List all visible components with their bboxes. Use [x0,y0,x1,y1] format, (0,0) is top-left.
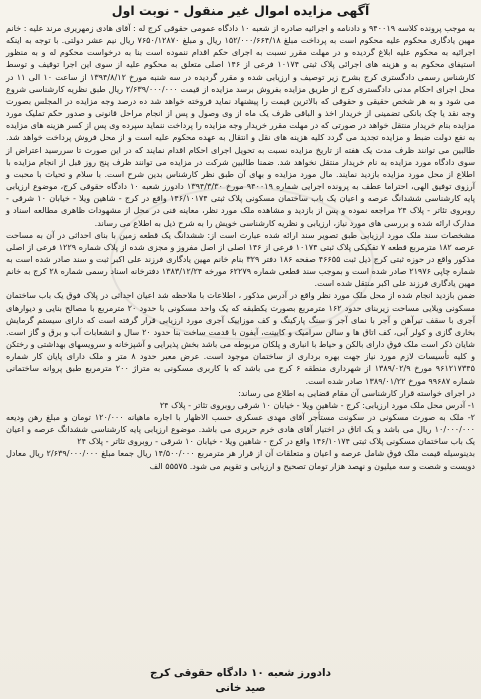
signature-name: صید خانی [215,682,266,694]
paragraph-valuation: بدینوسیله قیمت ملک فوق شامل عرصه و اعیان و متعلقات آن از قرار هر مترمربع ۱۴/۵۰۰/۰۰۰ ریال جمعا مبلغ ۲/۶۳۹/۰۰۰/۰۰۰ ریال معادل دویست و شصت و سه میلیون و نهصد هزار تومان تصحیح و ارزیابی و تقویم می شود. ۵۵۵۷۵ الف [6,448,476,471]
signature-title: دادورز شعبه ۱۰ دادگاه حقوقی کرج [149,667,332,679]
notice-body [6,22,475,472]
list-item-tenancy: ۲- ملک به صورت مسکونی در سکونت مستأجر آقای مهدی عسکری حسب الاظهار با اجاره ماهیانه ۱۲۰/۰۰۰ تومان و مبلغ رهن ودیعه ۱۰/۰۰۰/۰۰۰ ریال می باشد و یک اتاق در اختیار آقای هادی خرم حریری می باشد. موضوع ارزیابی پایه کارشناسی ششدانگ عرصه و اعیان یک باب ساختمان مسکونی پلاک ثبتی ۱۴۶/۱۰۱۷۴ واقع در کرج - شاهین ویلا - خیابان ۱۰ شرقی - روبروی تئاتر - پلاک ۲۴ [6,412,476,447]
notice-title: آگهی مزایده اموال غیر منقول - نوبت اول [111,3,370,18]
list-item-address: ۱- آدرس محل ملک مورد ارزیابی: کرج - شاهین ویلا - خیابان ۱۰ شرقی روبروی تئاتر - پلاک ۲۴ [159,399,475,410]
paragraph-intro: به موجب پرونده کلاسه ۹۴۰۰۱۹ و دادنامه و اجرائیه صادره از شعبه ۱۰ دادگاه عمومی حقوقی کرج له : آقای هادی زمهریری مرند علیه : خانم مهین یادگاری محکوم علیه محکوم است به پرداخت مبلغ ۱۵۲/۰۰۰/۶۶۴/۱۸ ریال و مبلغ ۷۶۵۰/۱۲۸۷۰ ریال نیم عشر دولتی. با توجه به اینکه اجرائیه به محکوم علیه ابلاغ گردیده و در مهلت مقرر نسبت به اجرای حکم اقدام ننموده است بنا به درخواست محکوم له و به منظور استیفای محکوم به و هزینه های اجرائی پلاک ثبتی ۱۰۱۷۴ فرعی از ۱۴۶ اصلی متعلق به محکوم علیه از سوی این اجرا توقیف و توسط کارشناس رسمی دادگستری کرج بشرح زیر توصیف و ارزیابی شده و مقرر گردیده در سه شنبه مورخ ۱۳۹۴/۸/۱۲ از ساعت ۱۰ الی ۱۱ در محل اجرای احکام مدنی دادگستری کرج از طریق مزایده بفروش برسد مزایده از قیمت ۲/۶۳۹/۰۰۰/۰۰۰ ریال طبق نظریه کارشناسی شروع می شود و به هر شخص حقیقی و حقوقی که بالاترین قیمت را پیشنهاد نماید فروخته خواهد شد ده درصد وجه مزایده در المجلس بصورت وجه نقد یا چک بانکی تضمینی از خریدار اخذ و الباقی ظرف یک ماه از وی وصول و پس از انجام مراحل قانونی و صدور حکم تملیک مورد مزایده بنام خریدار منتقل خواهد در صورتی که در مهلت مقرر خریدار وجه مزایده را پرداخت ننماید سپرده وی پس از کسر هزینه های مزایده به نفع دولت ضبط و مزایده تجدید می گردد کلیه هزینه های نقل و انتقال به عهده محکوم علیه است و از محل فروش پرداخت خواهد شد. طالبین می توانند ظرف مدت یک هفته از تاریخ مزایده نسبت به تحویل اجرای احکام اقدام نمایند که در این صورت تا سررسید اعتراض از سوی دادگاه مورد مزایده به نام خریدار منتقل نخواهد شد. ضمنا طالبین شرکت در مزایده می توانند ظرف پنج روز قبل از انجام مزایده با اطلاع از محل مورد مزایده بازدید نمایند. مال مورد مزایده و بهای آن طبق نظر کارشناس بدین شرح است. با سلام و تحیات با محبت و آرزوی توفیق الهی، احتراما عطف به پرونده اجرایی شماره ۹۴۰۰۱۹ مورخ ۱۳۹۴/۳/۳۰ دادورز شعبه ۱۰ دادگاه حقوقی کرج، موضوع ارزیابی پایه کارشناسی ششدانگ عرصه و اعیان یک باب ساختمان مسکونی پلاک ثبتی ۱۴۶/۱۰۱۷۴ واقع در کرج - شاهین ویلا - خیابان ۱۰ شرقی - روبروی تئاتر - پلاک ۲۴ مراجعه نموده و پس از بازدید و مشاهده ملک مورد نظر، معاینه فنی در محل از مشهودات ظاهری مطالعه اسناد و مدارک ارائه شده و بررسی های مورد نیاز، ارزیابی و نظریه کارشناسی خویش را به شرح ذیل به اطلاع می رساند. [6,23,476,228]
paragraph-deed-specs: مشخصات سند ملک مورد ارزیابی طبق تصویر سند ارائه شده عبارت است از: ششدانگ یک قطعه زمین با بنای احداثی در آن به مساحت عرصه ۱۸۲ مترمربع قطعه ۷ تفکیکی پلاک ثبتی ۱۰۱۷۴ فرعی از ۱۴۶ اصلی از اصل مفروز و مجزی شده از پلاک شماره ۱۲۲۹ فرعی از اصلی مذکور واقع در حوزه ثبتی کرج ذیل ثبت ۴۶۶۵۵ صفحه ۱۸۶ دفتر ۳۲۹ بنام خانم مهین یادگاری فرزند علی اکبر ثبت و سند صادر شده است به شماره چاپی ۲۱۹۷۶ صادر شده است و بموجب سند قطعی شماره ۶۲۲۷۹ مورخه ۱۳۸۳/۱۲/۲۴ دفترخانه اسناد رسمی شماره ۲۸ کرج به خانم مهین یادگاری فرزند علی اکبر منتقل شده است. [6,229,476,289]
paragraph-report-intro: در اجرای خواسته قرار کارشناسی آن مقام قضایی به اطلاع می رساند: [238,387,475,398]
paragraph-building-description: ضمن بازدید انجام شده از محل ملک مورد نظر واقع در آدرس مذکور ، اطلاعات با ملاحظه شد اعیان احداثی در پلاک فوق یک باب ساختمان مسکونی ویلایی مساحت زیربنای حدود ۱۶۲ مترمربع بصورت یکطبقه که یک واحد مسکونی با حدود ۲۰ مترمربع با مصالح بنایی و دیوارهای آجری با سقف تیرآهن و آجر با نمای آجر و سنگ پارکینگ و کف موزاییک آجری مورد ارزیابی قرار گرفته است که دارای سیستم گرمایش بخاری گازی و کولر آبی، کف اتاق ها و سالن سرامیک و کابینت، آیفون با قدمت ساخت بنا حدود ۲۰ سال و انشعابات آب و برق و گاز است. شایان ذکر است ملک فوق دارای بالکن و حیاط با انباری و پلکان مربوطه می باشد بخش پذیرایی و آشپزخانه و سرویسهای بهداشتی و رختکن و کلیه تأسیسات لازم مورد نیاز جهت بهره برداری از ساختمان موجود است. عرض معبر حدود ۸ متر و ملک دارای پایان کار شماره ۹۶۱۲۱۷۳۴۵ مورخ ۱۳۸۹/۰۲/۹ از شهرداری منطقه ۶ کرج می باشد که با کاربری مسکونی به متراژ ۲۰۰ مترمربع طبق پروانه ساختمانی شماره ۹۹۶۸۷ مورخ ۱۳۸۹/۰۱/۲۲ صادر شده است. [6,290,476,386]
